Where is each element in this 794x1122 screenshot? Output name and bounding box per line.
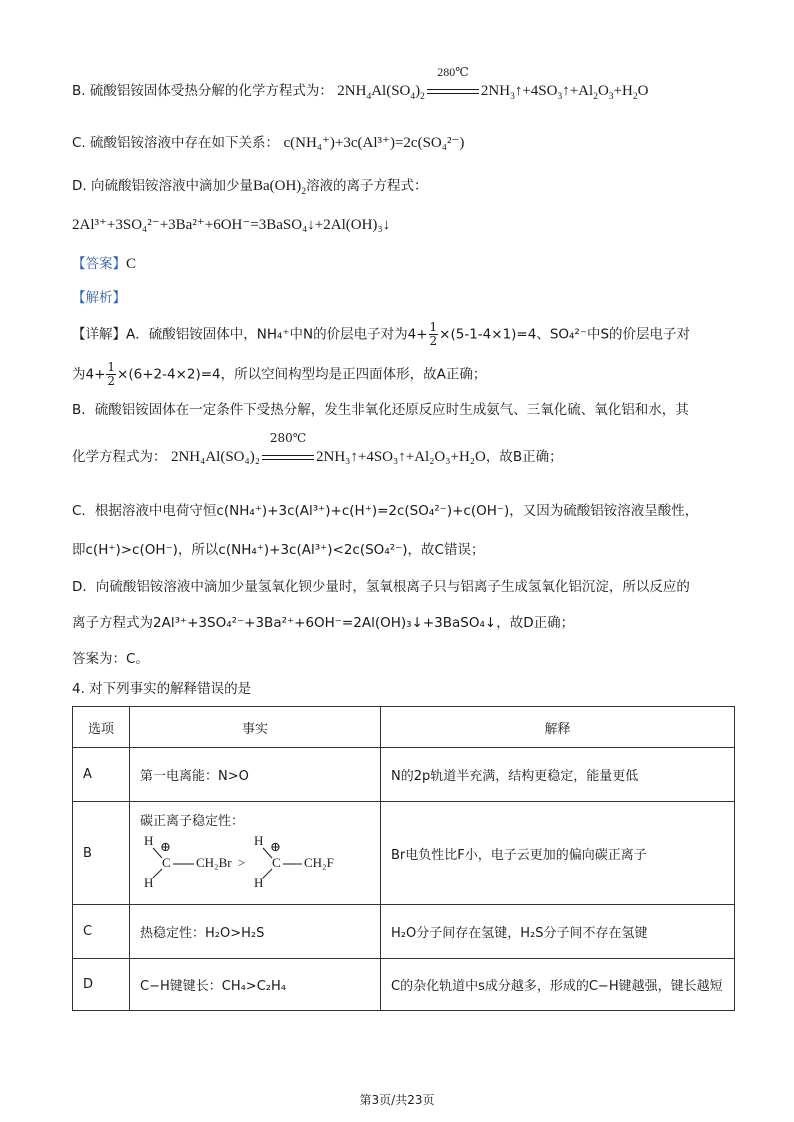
positive-charge-icon: ⊕ (160, 838, 171, 854)
detail-line-1 (72, 321, 690, 348)
option-d-text: D. 向硫酸铝铵溶液中滴加少量 (72, 178, 253, 194)
detail-line-9: 答案为：C。 (72, 651, 149, 667)
detail-line-8 (72, 612, 574, 634)
option-cell: C (73, 905, 130, 959)
comparison-label: > (238, 854, 246, 870)
answer-value: C (126, 256, 137, 272)
analysis-tag: 【解析】 (72, 290, 126, 306)
fact-cell (130, 802, 381, 905)
heat-condition: 280℃ (260, 446, 316, 468)
group-label: CH₂F (304, 854, 334, 870)
page-footer: 第3页/共23页 (359, 1093, 435, 1107)
option-d-equation: 2Al³⁺+3SO₄²⁻+3Ba²⁺+6OH⁻=3BaSO₄↓+2Al(OH)₃↓ (72, 217, 391, 233)
table-row (73, 905, 735, 959)
detail-line-7: D．向硫酸铝铵溶液中滴加少量氢氧化钡少量时，氢氧根离子只与铝离子生成氢氧化铝沉淀，所以反应的 (72, 579, 690, 595)
answer-tag: 【答案】 (72, 256, 126, 272)
option-b (72, 65, 649, 108)
fraction-half: $\frac{1}{2}$ (107, 360, 116, 388)
detail-equation: 2NH₄Al(SO₄)₂ (170, 449, 260, 465)
option-d-reagent: Ba(OH) (252, 178, 302, 194)
detail-text: A．硫酸铝铵固体中，NH₄⁺中N的价层电子对为4+ (126, 326, 428, 343)
analysis-line (72, 287, 126, 309)
detail-line-6: 即c(H⁺)>c(OH⁻)，所以c(NH₄⁺)+3c(Al³⁺)<2c(SO₄²⁻)，故C错误； (72, 542, 485, 558)
table-header: 选项 (73, 707, 130, 748)
atom-label: C (272, 854, 281, 870)
question-4-table (72, 706, 735, 1011)
atom-label: C (162, 854, 171, 870)
table-row (73, 959, 735, 1011)
detail-line-5 (72, 500, 698, 522)
option-c-expression: c(NH₄⁺)+3c(Al³⁺)=2c(SO₄²⁻) (283, 135, 465, 151)
detail-line-2 (72, 361, 486, 388)
fact-cell: 热稳定性：H₂O>H₂S (130, 905, 381, 959)
atom-label: H (254, 874, 264, 890)
atom-label: H (144, 874, 154, 890)
option-cell: A (73, 748, 130, 802)
option-cell: B (73, 802, 130, 905)
positive-charge-icon: ⊕ (270, 838, 281, 854)
detail-text: 为4+ (72, 366, 106, 383)
fraction-half: $\frac{1}{2}$ (429, 320, 438, 348)
group-label: CH₂Br (196, 854, 232, 870)
detail-text: 化学方程式为： (72, 449, 167, 465)
table-header: 事实 (130, 707, 381, 748)
detail-text: ×(6+2-4×2)=4，所以空间构型均是正四面体形，故A正确； (117, 366, 487, 383)
detail-line-4 (72, 431, 563, 468)
detail-text: 离子方程式为2Al³⁺+3SO₄²⁻+3Ba²⁺+6OH⁻=2Al(OH)₃↓+3BaSO₄↓ (72, 615, 497, 631)
question-4-stem: 4. 对下列事实的解释错误的是 (72, 681, 252, 697)
detail-text: C．根据溶液中电荷守恒c(NH₄⁺)+3c(Al³⁺)+c(H⁺)=2c(SO₄²⁻)+c(OH⁻) (72, 503, 510, 519)
detail-text: ×(5-1-4×1)=4、SO₄²⁻中S的价层电子对 (439, 326, 691, 343)
detail-tag: 【详解】 (72, 326, 126, 343)
fact-cell: 第一电离能：N>O (130, 748, 381, 802)
detail-text: ，故B正确； (485, 449, 563, 465)
detail-text: ，又因为硫酸铝铵溶液呈酸性， (509, 503, 699, 519)
table-header: 解释 (381, 707, 735, 748)
option-b-text: B. 硫酸铝铵固体受热分解的化学方程式为： (72, 83, 333, 99)
option-c (72, 132, 464, 154)
table-header-row (73, 707, 735, 748)
option-d: D. 向硫酸铝铵溶液中滴加少量$Ba(OH)_2$溶液的离子方程式： (72, 178, 428, 197)
answer-line (72, 253, 136, 275)
bond-lines (140, 833, 370, 897)
atom-label: H (144, 832, 154, 848)
detail-text: ，故D正确； (496, 615, 575, 631)
detail-equation: 2NH₃↑+4SO₃↑+Al₂O₃+H₂O (315, 449, 486, 465)
detail-line-3: B．硫酸铝铵固体在一定条件下受热分解，发生非氧化还原反应时生成氨气、三氧化硫、氧化铝和水，其 (72, 402, 689, 418)
option-b-equation: $2NH_4Al(SO_4)_2$ 280℃ $2NH_3↑+4SO_3↑+Al_2O_3+H_2O$ (337, 65, 649, 102)
explanation-cell: H₂O分子间存在氢键，H₂S分子间不存在氢键 (381, 905, 735, 959)
fact-cell: C−H键键长：CH₄>C₂H₄ (130, 959, 381, 1011)
explanation-cell: Br电负性比F小，电子云更加的偏向碳正离子 (381, 802, 735, 905)
option-c-text: C. 硫酸铝铵溶液中存在如下关系： (72, 135, 280, 151)
carbocation-structures (140, 833, 370, 897)
fact-text: 碳正离子稳定性： (140, 813, 245, 829)
heat-condition: 280℃ (425, 80, 481, 102)
table-row (73, 748, 735, 802)
option-d-suffix: 溶液的离子方程式： (306, 178, 428, 194)
table-row (73, 802, 735, 905)
option-cell: D (73, 959, 130, 1011)
explanation-cell: N的2p轨道半充满，结构更稳定，能量更低 (381, 748, 735, 802)
explanation-cell: C的杂化轨道中s成分越多，形成的C−H键越强，键长越短 (381, 959, 735, 1011)
atom-label: H (254, 832, 264, 848)
